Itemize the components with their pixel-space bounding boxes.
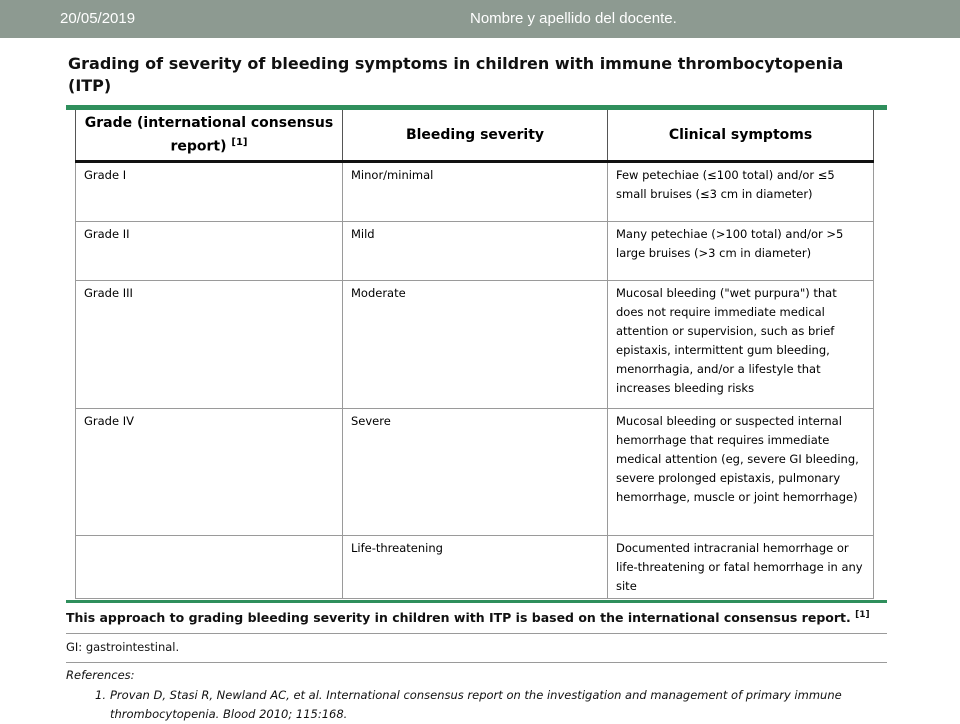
- table-row: [76, 536, 874, 599]
- severity-table: [75, 110, 874, 599]
- divider: [66, 662, 887, 663]
- table-header-row: [76, 110, 874, 162]
- footnote-divider: [66, 600, 887, 603]
- cell-severity: Moderate: [343, 281, 608, 409]
- cell-grade: Grade IV: [76, 409, 343, 536]
- table-row: [76, 162, 874, 222]
- reference-item: [95, 686, 875, 724]
- divider: [66, 633, 887, 634]
- cell-grade: Grade II: [76, 222, 343, 281]
- cell-grade: Grade I: [76, 162, 343, 222]
- abbreviation-note: GI: gastrointestinal.: [66, 640, 180, 654]
- column-header-symptoms: Clinical symptoms: [608, 110, 874, 162]
- cell-symptoms: Documented intracranial hemorrhage or life-threatening or fatal hemorrhage in any site: [608, 536, 874, 599]
- table-row: [76, 409, 874, 536]
- cell-severity: Minor/minimal: [343, 162, 608, 222]
- table-row: [76, 281, 874, 409]
- footnote-text: This approach to grading bleeding severity in children with ITP is based on the international consensus report.: [66, 610, 851, 626]
- teacher-name-label: Nombre y apellido del docente.: [470, 10, 677, 27]
- cell-symptoms: Many petechiae (>100 total) and/or >5 large bruises (>3 cm in diameter): [608, 222, 874, 281]
- references-label: References:: [66, 668, 135, 682]
- footnote: [66, 610, 870, 625]
- cell-symptoms: Mucosal bleeding ("wet purpura") that does not require immediate medical attention or supervision, such as brief epistaxis, intermittent gum bleeding, menorrhagia, and/or a lifestyle that increases bleeding risks: [608, 281, 874, 409]
- cell-symptoms: Mucosal bleeding or suspected internal hemorrhage that requires immediate medical attention (eg, severe GI bleeding, severe prolonged epistaxis, pulmonary hemorrhage, muscle or joint hemorrhage): [608, 409, 874, 536]
- severity-table-container: [75, 110, 873, 599]
- cell-grade: [76, 536, 343, 599]
- cell-severity: Life-threatening: [343, 536, 608, 599]
- page-title: Grading of severity of bleeding symptoms in children with immune thrombocytopenia (ITP): [68, 54, 844, 95]
- reference-text: Provan D, Stasi R, Newland AC, et al. International consensus report on the investigation and management of primary immune thrombocytopenia. Blood 2010; 115:168.: [110, 688, 842, 721]
- cell-grade: Grade III: [76, 281, 343, 409]
- cell-symptoms: Few petechiae (≤100 total) and/or ≤5 small bruises (≤3 cm in diameter): [608, 162, 874, 222]
- date-label: 20/05/2019: [60, 10, 136, 27]
- column-header-grade: [76, 110, 343, 162]
- column-header-grade-reference: [1]: [231, 137, 248, 149]
- column-header-grade-label: Grade (international consensus report): [84, 115, 334, 155]
- footnote-reference: [1]: [855, 610, 870, 620]
- reference-number: 1.: [95, 688, 106, 702]
- cell-severity: Severe: [343, 409, 608, 536]
- cell-severity: Mild: [343, 222, 608, 281]
- top-bar: [0, 0, 960, 38]
- table-row: [76, 222, 874, 281]
- column-header-severity: Bleeding severity: [343, 110, 608, 162]
